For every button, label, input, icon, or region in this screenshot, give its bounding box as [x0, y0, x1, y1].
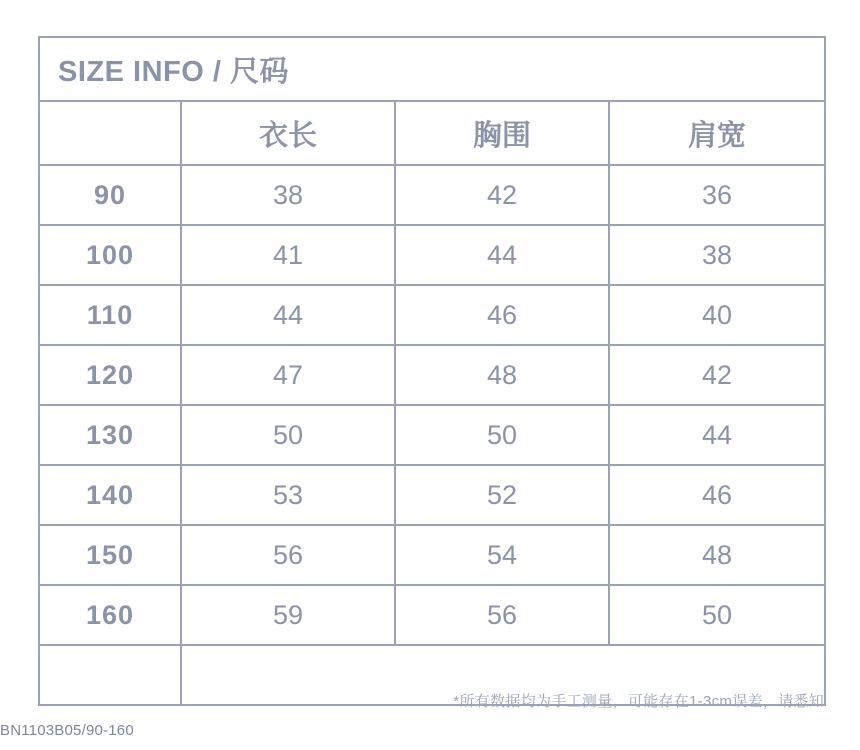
- cell-shoulder: 38: [609, 225, 825, 285]
- cell-length: 59: [181, 585, 395, 645]
- table-row: [39, 525, 825, 585]
- sku-code: BN1103B05/90-160: [0, 722, 134, 739]
- cell-length: 47: [181, 345, 395, 405]
- cell-bust: 44: [395, 225, 609, 285]
- cell-length: 41: [181, 225, 395, 285]
- cell-shoulder: 44: [609, 405, 825, 465]
- measurement-note: *所有数据均为手工测量，可能存在1-3cm误差，请悉知: [453, 693, 824, 710]
- table-row: [39, 165, 825, 225]
- table-row: [39, 465, 825, 525]
- table-row: [39, 585, 825, 645]
- cell-shoulder: 50: [609, 585, 825, 645]
- cell-bust: 56: [395, 585, 609, 645]
- cell-shoulder: 40: [609, 285, 825, 345]
- cell-length: 56: [181, 525, 395, 585]
- cell-bust: 42: [395, 165, 609, 225]
- cell-shoulder: 42: [609, 345, 825, 405]
- table-row: [39, 285, 825, 345]
- cell-bust: 54: [395, 525, 609, 585]
- column-header-shoulder: 肩宽: [609, 101, 825, 165]
- cell-bust: 48: [395, 345, 609, 405]
- cell-bust: 46: [395, 285, 609, 345]
- cell-bust: 50: [395, 405, 609, 465]
- row-size-label: 90: [39, 165, 181, 225]
- cell-length: 50: [181, 405, 395, 465]
- page-title: SIZE INFO / 尺码: [39, 37, 825, 101]
- column-header-bust: 胸围: [395, 101, 609, 165]
- table-row: [39, 345, 825, 405]
- cell-shoulder: 46: [609, 465, 825, 525]
- cell-shoulder: 48: [609, 525, 825, 585]
- row-size-label: 100: [39, 225, 181, 285]
- table-title-row: [39, 37, 825, 101]
- column-header-size: [39, 101, 181, 165]
- cell-shoulder: 36: [609, 165, 825, 225]
- row-size-label: 140: [39, 465, 181, 525]
- table-header-row: [39, 101, 825, 165]
- row-size-label: 150: [39, 525, 181, 585]
- row-size-label: 130: [39, 405, 181, 465]
- cell-length: 38: [181, 165, 395, 225]
- row-size-label: 160: [39, 585, 181, 645]
- blank-cell: [39, 645, 181, 705]
- row-size-label: 120: [39, 345, 181, 405]
- cell-length: 44: [181, 285, 395, 345]
- cell-bust: 52: [395, 465, 609, 525]
- table-row: [39, 405, 825, 465]
- table-row: [39, 225, 825, 285]
- row-size-label: 110: [39, 285, 181, 345]
- column-header-length: 衣长: [181, 101, 395, 165]
- cell-length: 53: [181, 465, 395, 525]
- size-info-table: [38, 36, 826, 706]
